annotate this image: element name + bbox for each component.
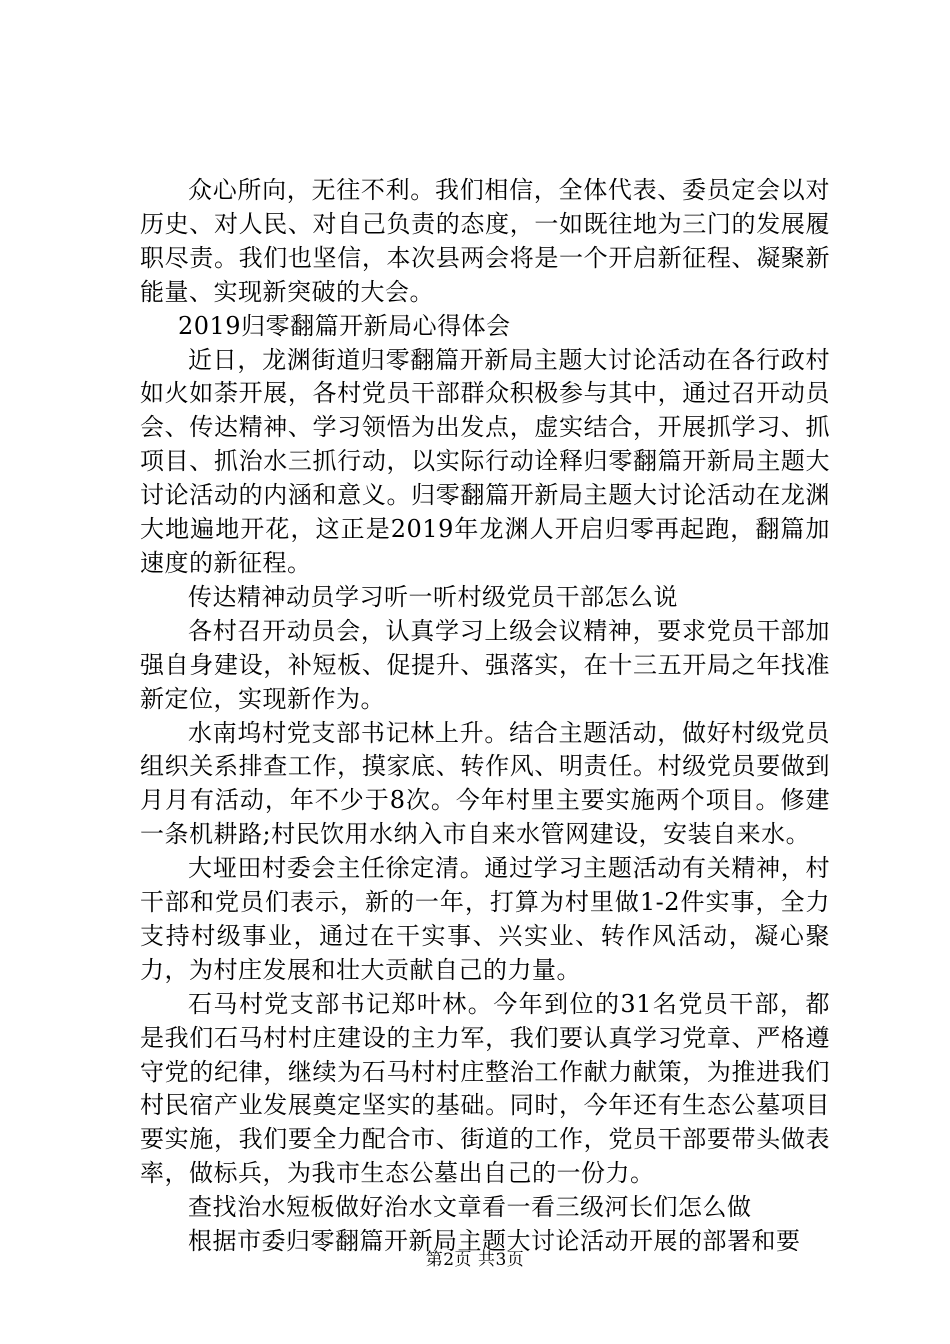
section-heading-village-cadres: 传达精神动员学习听一听村级党员干部怎么说	[188, 582, 678, 611]
document-body	[140, 174, 830, 1259]
paragraph-deployment: 根据市委归零翻篇开新局主题大讨论活动开展的部署和要	[188, 1227, 801, 1256]
section-heading-river-chiefs: 查找治水短板做好治水文章看一看三级河长们怎么做	[188, 1193, 752, 1222]
page-number-footer: 第2页 共3页	[425, 1250, 525, 1270]
paragraph-mobilization: 各村召开动员会，认真学习上级会议精神，要求党员干部加强自身建设，补短板、促提升、强落实，在十三五开局之年找准新定位，实现新作为。	[140, 616, 830, 713]
article-title: 2019归零翻篇开新局心得体会	[178, 311, 511, 340]
paragraph-dayatian: 大垭田村委会主任徐定清。通过学习主题活动有关精神，村干部和党员们表示，新的一年，打算为村里做1-2件实事，全力支持村级事业，通过在干实事、兴实业、转作风活动，凝心聚力，为村庄发展和壮大贡献自己的力量。	[140, 854, 830, 984]
paragraph-shuinanwu: 水南坞村党支部书记林上升。结合主题活动，做好村级党员组织关系排查工作，摸家底、转作风、明责任。村级党员要做到月月有活动，年不少于8次。今年村里主要实施两个项目。修建一条机耕路;村民饮用水纳入市自来水管网建设，安装自来水。	[140, 718, 830, 849]
paragraph-shima: 石马村党支部书记郑叶林。今年到位的31名党员干部，都是我们石马村村庄建设的主力军，我们要认真学习党章、严格遵守党的纪律，继续为石马村村庄整治工作献力献策，为推进我们村民宿产业发展奠定坚实的基础。同时，今年还有生态公墓项目要实施，我们要全力配合市、街道的工作，党员干部要带头做表率，做标兵，为我市生态公墓出自己的一份力。	[140, 989, 830, 1188]
paragraph-intro: 近日，龙渊街道归零翻篇开新局主题大讨论活动在各行政村如火如荼开展，各村党员干部群众积极参与其中，通过召开动员会、传达精神、学习领悟为出发点，虚实结合，开展抓学习、抓项目、抓治水三抓行动，以实际行动诠释归零翻篇开新局主题大讨论活动的内涵和意义。归零翻篇开新局主题大讨论活动在龙渊大地遍地开花，这正是2019年龙渊人开启归零再起跑，翻篇加速度的新征程。	[140, 345, 830, 577]
paragraph-opening: 众心所向，无往不利。我们相信，全体代表、委员定会以对历史、对人民、对自己负责的态度，一如既往地为三门的发展履职尽责。我们也坚信，本次县两会将是一个开启新征程、凝聚新能量、实现新突破的大会。	[140, 176, 830, 306]
